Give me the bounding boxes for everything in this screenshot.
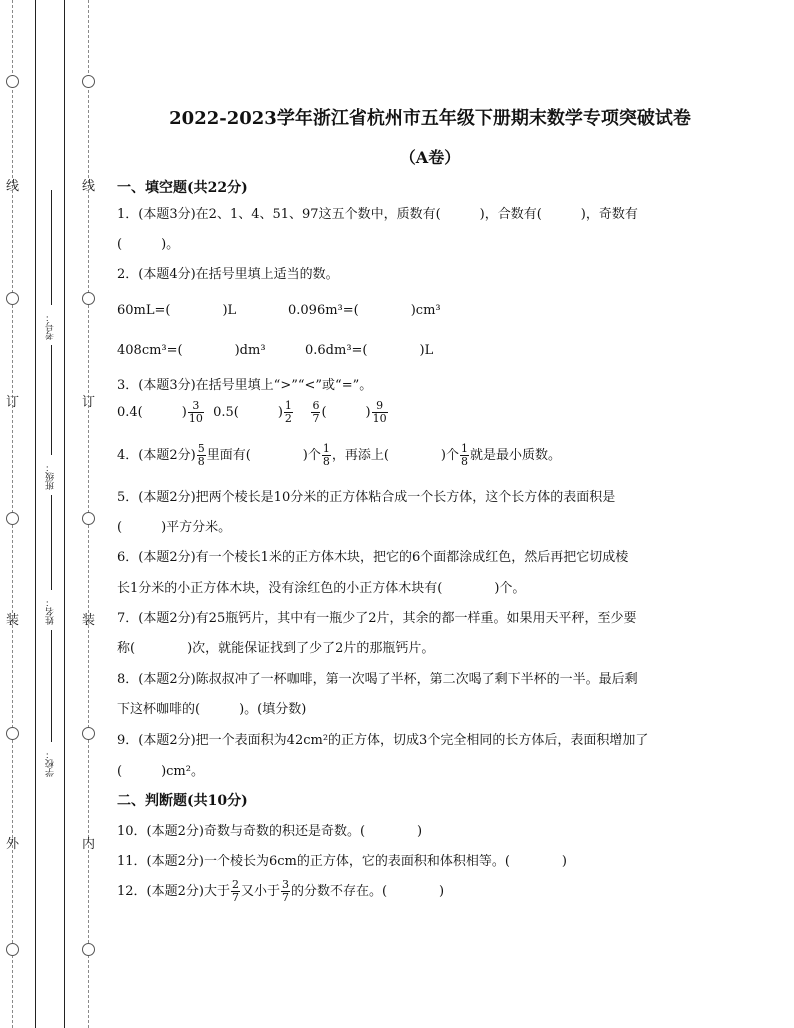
fraction-6-7 xyxy=(311,400,320,425)
question-1-line2: ( )。 xyxy=(117,237,180,252)
section-heading-true-false: 二、判断题(共10分) xyxy=(117,793,248,809)
info-strip xyxy=(36,0,64,1028)
school-label: 学校： xyxy=(46,750,56,777)
question-5-line2: ( )平方分米。 xyxy=(117,520,232,535)
question-12-prefix: 12．(本题2分)大于 xyxy=(117,884,230,899)
denominator: 10 xyxy=(372,412,387,425)
question-2: 2．(本题4分)在括号里填上适当的数。 xyxy=(117,267,339,282)
denominator: 8 xyxy=(461,455,468,468)
question-11: 11．(本题2分)一个棱长为6cm的正方体，它的表面积和体积相等。( ) xyxy=(117,854,567,869)
fraction-1-8 xyxy=(460,443,469,468)
question-8-line2: 下这杯咖啡的( )。(填分数) xyxy=(117,702,307,717)
numerator: 6 xyxy=(312,399,320,412)
binding-hole xyxy=(82,512,95,525)
fraction-3-10 xyxy=(188,400,204,425)
question-6-line2: 长1分米的小正方体木块，没有涂红色的小正方体木块有( )个。 xyxy=(117,581,526,596)
question-7-line2: 称( )次，就能保证找到了少了2片的那瓶钙片。 xyxy=(117,641,435,656)
fraction-5-8 xyxy=(197,443,206,468)
question-2-item-a: 60mL=( )L xyxy=(117,303,237,318)
page-title: 2022-2023学年浙江省杭州市五年级下册期末数学专项突破试卷 xyxy=(169,108,691,129)
page-subtitle: （A卷） xyxy=(399,148,461,167)
question-1-line1: 1．(本题3分)在2、1、4、51、97这五个数中，质数有( )，合数有( )，奇数有 xyxy=(117,207,638,222)
denominator: 8 xyxy=(322,455,330,468)
question-12-text-a: 又小于 xyxy=(240,884,280,899)
question-9-line2: ( )cm²。 xyxy=(117,764,204,779)
denominator: 7 xyxy=(312,412,320,425)
numerator: 2 xyxy=(231,878,239,891)
fraction-1-2 xyxy=(284,400,293,425)
margin-char-wai: 外 xyxy=(6,837,20,852)
question-4-text-c: 就是最小质数。 xyxy=(470,448,562,463)
question-12-text-b: 的分数不存在。( ) xyxy=(290,884,445,899)
margin-char-zhuang: 装 xyxy=(82,613,96,628)
compare-3-blank: ( ) xyxy=(321,405,371,420)
question-12 xyxy=(117,879,444,904)
margin-char-ding: 订 xyxy=(82,395,96,410)
question-5-line1: 5．(本题2分)把两个棱长是10分米的正方体粘合成一个长方体，这个长方体的表面积是 xyxy=(117,490,616,505)
numerator: 9 xyxy=(372,400,388,413)
exam-number-blank xyxy=(51,190,52,305)
school-blank xyxy=(51,630,52,742)
binding-hole xyxy=(6,292,19,305)
denominator: 7 xyxy=(231,891,239,904)
question-8-line1: 8．(本题2分)陈叔叔冲了一杯咖啡，第一次喝了半杯，第二次喝了剩下半杯的一半。最后剩 xyxy=(117,672,638,687)
section-heading-fill-blank: 一、填空题(共22分) xyxy=(117,180,248,196)
numerator: 5 xyxy=(197,442,205,455)
denominator: 10 xyxy=(188,412,203,425)
binding-hole xyxy=(82,943,95,956)
question-4-prefix: 4．(本题2分) xyxy=(117,448,196,463)
binding-hole xyxy=(82,727,95,740)
band-border-right xyxy=(64,0,65,1028)
binding-hole xyxy=(82,292,95,305)
question-4-text-a: 里面有( )个 xyxy=(206,448,321,463)
question-7-line1: 7．(本题2分)有25瓶钙片，其中有一瓶少了2片，其余的都一样重。如果用天平秤，至少要 xyxy=(117,611,637,626)
name-label: 姓名： xyxy=(46,598,56,625)
question-3: 3．(本题3分)在括号里填上“>”“<”或“=”。 xyxy=(117,378,373,393)
question-6-line1: 6．(本题2分)有一个棱长1米的正方体木块，把它的6个面都涂成红色，然后再把它切成棱 xyxy=(117,550,629,565)
denominator: 2 xyxy=(284,412,292,425)
fraction-3-7 xyxy=(281,879,290,904)
fraction-1-8 xyxy=(322,443,331,468)
question-4-text-b: ，再添上( )个 xyxy=(331,448,459,463)
margin-char-xian: 线 xyxy=(6,179,20,194)
fraction-2-7 xyxy=(231,879,240,904)
margin-char-zhuang: 装 xyxy=(6,613,20,628)
class-blank xyxy=(51,345,52,455)
binding-hole xyxy=(82,75,95,88)
binding-hole xyxy=(6,943,19,956)
denominator: 7 xyxy=(281,891,289,904)
margin-char-ding: 订 xyxy=(6,395,20,410)
numerator: 1 xyxy=(322,442,330,455)
binding-hole xyxy=(6,75,19,88)
denominator: 8 xyxy=(197,455,205,468)
numerator: 3 xyxy=(188,400,204,413)
question-2-item-b: 0.096m³=( )cm³ xyxy=(288,303,441,318)
binding-hole xyxy=(6,727,19,740)
question-3-comparisons xyxy=(117,400,389,425)
fraction-9-10 xyxy=(372,400,388,425)
binding-hole xyxy=(6,512,19,525)
compare-2-left: 0.5( ) xyxy=(213,405,283,420)
margin-char-xian: 线 xyxy=(82,179,96,194)
question-2-item-c: 408cm³=( )dm³ xyxy=(117,343,266,358)
question-9-line1: 9．(本题2分)把一个表面积为42cm²的正方体，切成3个完全相同的长方体后，表面积增加了 xyxy=(117,733,649,748)
question-10: 10．(本题2分)奇数与奇数的积还是奇数。( ) xyxy=(117,824,423,839)
compare-1-left: 0.4( ) xyxy=(117,405,187,420)
exam-number-label: 考号： xyxy=(46,313,56,340)
numerator: 1 xyxy=(284,399,292,412)
question-2-item-d: 0.6dm³=( )L xyxy=(305,343,434,358)
numerator: 3 xyxy=(281,878,289,891)
class-label: 班级： xyxy=(46,463,56,490)
name-blank xyxy=(51,495,52,590)
margin-char-nei: 内 xyxy=(82,837,96,852)
question-4 xyxy=(117,443,561,468)
numerator: 1 xyxy=(461,442,468,455)
